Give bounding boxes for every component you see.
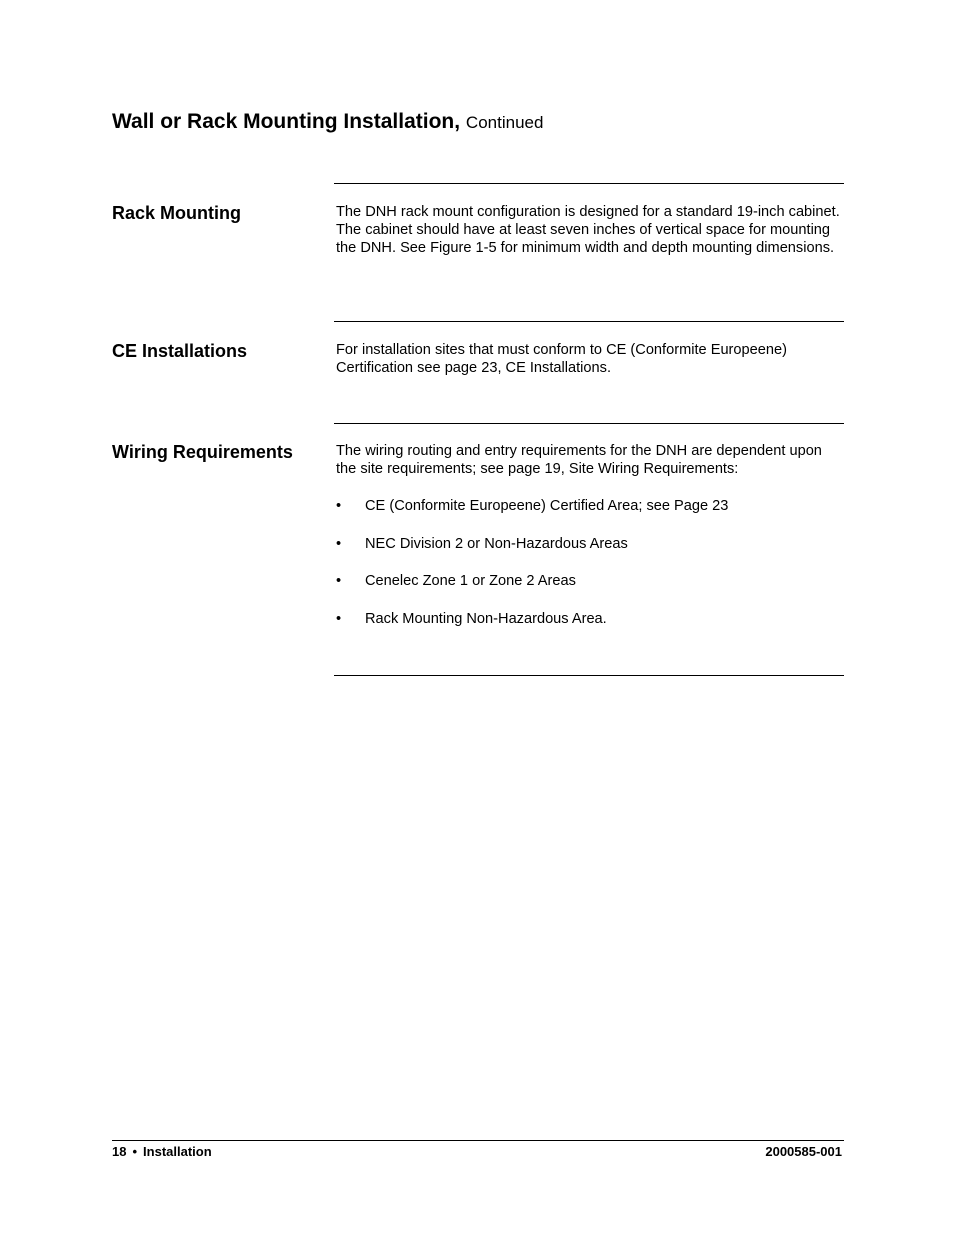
bullet-icon: • [336,573,342,590]
list-item-text: CE (Conformite Europeene) Certified Area; see Page 23 [365,498,729,514]
page-title [112,110,543,134]
document-number: 2000585-001 [765,1144,842,1159]
page-title-main: Wall or Rack Mounting Installation, [112,110,461,133]
wiring-requirements-heading: Wiring Requirements [112,442,293,462]
footer-bullet: • [132,1144,138,1159]
footer-section: Installation [143,1144,212,1159]
ce-installations-heading: CE Installations [112,341,248,361]
rack-mounting-heading: Rack Mounting [112,203,241,223]
page-number: 18 [112,1144,127,1159]
section-divider [334,183,844,184]
section-divider [334,423,844,424]
page-title-continued: Continued [465,113,544,132]
section-divider [334,675,844,676]
bullet-icon: • [336,535,342,552]
list-item-text: Rack Mounting Non-Hazardous Area. [365,611,607,628]
list-item-text: NEC Division 2 or Non-Hazardous Areas [365,535,628,552]
bullet-icon: • [336,611,342,628]
wiring-requirements-text: The wiring routing and entry requirements for the DNH are dependent upon the site requirements; see page 19, Site Wiring Requirements: [336,443,822,478]
bullet-icon: • [336,498,342,514]
list-item-text: Cenelec Zone 1 or Zone 2 Areas [365,573,576,590]
rack-mounting-text: The DNH rack mount configuration is designed for a standard 19-inch cabinet. The cabinet should have at least seven inches of vertical space for mounting the DNH. See Figure 1-5 for minimum width and depth mounting dimensions. [336,204,840,257]
section-divider [334,321,844,322]
footer-divider [112,1140,844,1141]
footer-left [112,1144,212,1159]
ce-installations-text: For installation sites that must conform to CE (Conformite Europeene) Certification see page 23, CE Installations. [336,342,787,377]
